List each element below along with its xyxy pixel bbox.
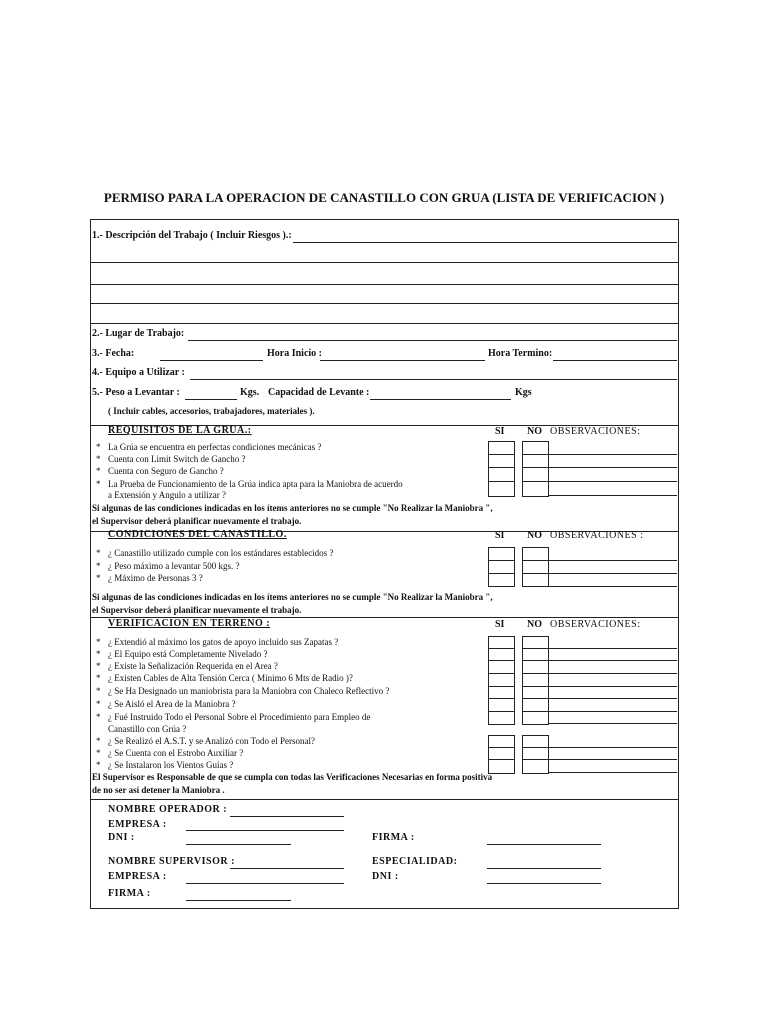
field-item-8: ¿ Se Realizó el A.S.T. y se Analizó con Todo el Personal? (108, 736, 315, 746)
specialty-label: ESPECIALIDAD: (372, 856, 458, 867)
operator-name-field[interactable] (230, 816, 344, 817)
col-no: NO (527, 530, 542, 541)
description-label: 1.- Descripción del Trabajo ( Incluir Riesgos ).: (92, 230, 292, 241)
bullet: * (96, 466, 101, 476)
supervisor-dni-field[interactable] (487, 883, 601, 884)
basket-item-1: ¿ Canastillo utilizado cumple con los estándares establecidos ? (108, 548, 334, 558)
bullet: * (96, 748, 101, 758)
bullet: * (96, 673, 101, 683)
col-observations: OBSERVACIONES: (550, 426, 641, 437)
col-no: NO (527, 426, 542, 437)
col-observations: OBSERVACIONES : (550, 530, 644, 541)
bullet: * (96, 712, 101, 722)
description-line[interactable] (90, 284, 678, 285)
field-item-7: ¿ Fué Instruido Todo el Personal Sobre el Procedimiento para Empleo de (108, 712, 371, 722)
bullet: * (96, 649, 101, 659)
document-title: PERMISO PARA LA OPERACION DE CANASTILLO CON GRUA (LISTA DE VERIFICACION ) (103, 190, 665, 205)
crane-item-4: La Prueba de Funcionamiento de la Grúa indica apta para la Maniobra de acuerdo (108, 479, 403, 489)
crane-item-2: Cuenta con Limit Switch de Gancho ? (108, 454, 246, 464)
si-checkbox[interactable] (488, 735, 515, 774)
work-location-label: 2.- Lugar de Trabajo: (92, 328, 185, 339)
bullet: * (96, 454, 101, 464)
supervisor-signature-label: FIRMA : (108, 888, 151, 899)
observation-line[interactable] (548, 586, 677, 587)
observation-line[interactable] (548, 759, 677, 760)
start-time-field[interactable] (320, 360, 485, 361)
field-item-9: ¿ Se Cuenta con el Estrobo Auxiliar ? (108, 748, 244, 758)
equipment-field[interactable] (190, 379, 677, 380)
bullet: * (96, 442, 101, 452)
operator-dni-label: DNI : (108, 832, 135, 843)
capacity-field[interactable] (370, 399, 511, 400)
end-time-label: Hora Termino: (488, 348, 553, 359)
observation-line[interactable] (548, 573, 677, 574)
col-si: SI (495, 530, 505, 541)
bullet: * (96, 561, 101, 571)
bullet: * (96, 573, 101, 583)
field-item-1: ¿ Extendió al máximo los gatos de apoyo incluido sus Zapatas ? (108, 637, 339, 647)
date-field[interactable] (160, 360, 263, 361)
observation-line[interactable] (548, 648, 677, 649)
supervisor-dni-label: DNI : (372, 871, 399, 882)
operator-company-label: EMPRESA : (108, 819, 167, 830)
crane-item-1: La Grúa se encuentra en perfectas condiciones mecánicas ? (108, 442, 322, 452)
section-divider (90, 323, 678, 324)
weight-label: 5.- Peso a Levantar : (92, 387, 180, 398)
observation-line[interactable] (548, 454, 677, 455)
operator-signature-label: FIRMA : (372, 832, 415, 843)
basket-item-3: ¿ Máximo de Personas 3 ? (108, 573, 203, 583)
crane-item-3: Cuenta con Seguro de Gancho ? (108, 466, 224, 476)
bullet: * (96, 699, 101, 709)
work-location-field[interactable] (188, 340, 677, 341)
observation-line[interactable] (548, 481, 677, 482)
description-line[interactable] (293, 242, 677, 243)
section-divider (90, 799, 678, 800)
operator-signature-field[interactable] (487, 844, 601, 845)
operator-name-label: NOMBRE OPERADOR : (108, 804, 228, 815)
equipment-label: 4.- Equipo a Utilizar : (92, 367, 185, 378)
basket-item-2: ¿ Peso máximo a levantar 500 kgs. ? (108, 561, 240, 571)
si-checkbox[interactable] (488, 547, 515, 587)
basket-note-1: Si algunas de las condiciones indicadas en los ítems anteriores no se cumple "No Realizar la Maniobra ", (92, 592, 493, 602)
field-note-2: de no ser así detener la Maniobra . (92, 785, 225, 795)
weight-unit: Kgs. (240, 387, 260, 398)
crane-note-1: Si algunas de las condiciones indicadas en los ítems anteriores no se cumple "No Realizar la Maniobra ", (92, 503, 493, 513)
no-checkbox[interactable] (522, 441, 549, 497)
capacity-unit: Kgs (515, 387, 532, 398)
bullet: * (96, 760, 101, 770)
field-item-4: ¿ Existen Cables de Alta Tensión Cerca ( Mínimo 6 Mts de Radio )? (108, 673, 353, 683)
field-item-6: ¿ Se Aisló el Area de la Maniobra ? (108, 699, 236, 709)
bullet: * (96, 661, 101, 671)
supervisor-signature-field[interactable] (186, 900, 291, 901)
supervisor-company-label: EMPRESA : (108, 871, 167, 882)
observation-line[interactable] (548, 467, 677, 468)
observation-line[interactable] (548, 673, 677, 674)
basket-note-2: el Supervisor deberá planificar nuevamente el trabajo. (92, 605, 302, 615)
field-item-5: ¿ Se Ha Designado un maniobrista para la Maniobra con Chaleco Reflectivo ? (108, 686, 390, 696)
observation-line[interactable] (548, 711, 677, 712)
col-no: NO (527, 619, 542, 630)
field-item-2: ¿ El Equipo está Completamente Nivelado ? (108, 649, 268, 659)
bullet: * (96, 637, 101, 647)
field-item-3: ¿ Existe la Señalización Requerida en el Area ? (108, 661, 278, 671)
no-checkbox[interactable] (522, 735, 549, 774)
col-observations: OBSERVACIONES: (550, 619, 641, 630)
observation-line[interactable] (548, 772, 677, 773)
capacity-label: Capacidad de Levante : (268, 387, 370, 398)
observation-line[interactable] (548, 560, 677, 561)
col-si: SI (495, 426, 505, 437)
operator-dni-field[interactable] (186, 844, 291, 845)
crane-item-4-cont: a Extensión y Angulo a utilizar ? (108, 490, 226, 500)
supervisor-company-field[interactable] (186, 883, 344, 884)
weight-field[interactable] (185, 399, 237, 400)
weight-note: ( Incluir cables, accesorios, trabajadores, materiales ). (108, 406, 315, 416)
observation-line[interactable] (548, 660, 677, 661)
supervisor-name-label: NOMBRE SUPERVISOR : (108, 856, 235, 867)
description-line[interactable] (90, 262, 678, 263)
description-line[interactable] (90, 303, 678, 304)
bullet: * (96, 686, 101, 696)
start-time-label: Hora Inicio : (267, 348, 322, 359)
col-si: SI (495, 619, 505, 630)
si-checkbox[interactable] (488, 441, 515, 497)
end-time-field[interactable] (553, 360, 677, 361)
field-note-1: El Supervisor es Responsable de que se cumpla con todas las Verificaciones Necesarias en forma positiva (92, 772, 493, 782)
basket-conditions-header: CONDICIONES DEL CANASTILLO. (108, 529, 287, 540)
bullet: * (96, 736, 101, 746)
observation-line[interactable] (548, 495, 677, 496)
bullet: * (96, 479, 101, 489)
date-label: 3.- Fecha: (92, 348, 135, 359)
observation-line[interactable] (548, 698, 677, 699)
field-item-10: ¿ Se Instalaron los Vientos Guías ? (108, 760, 234, 770)
no-checkbox[interactable] (522, 547, 549, 587)
crane-requirements-header: REQUISITOS DE LA GRUA.: (108, 425, 252, 436)
field-verification-header: VERIFICACION EN TERRENO : (108, 618, 271, 629)
field-item-7-cont: Canastillo con Grúa ? (108, 724, 187, 734)
observation-line[interactable] (548, 723, 677, 724)
operator-company-field[interactable] (186, 830, 344, 831)
crane-note-2: el Supervisor deberá planificar nuevamente el trabajo. (92, 516, 302, 526)
bullet: * (96, 548, 101, 558)
specialty-field[interactable] (487, 868, 601, 869)
observation-line[interactable] (548, 686, 677, 687)
supervisor-name-field[interactable] (230, 868, 344, 869)
observation-line[interactable] (548, 747, 677, 748)
